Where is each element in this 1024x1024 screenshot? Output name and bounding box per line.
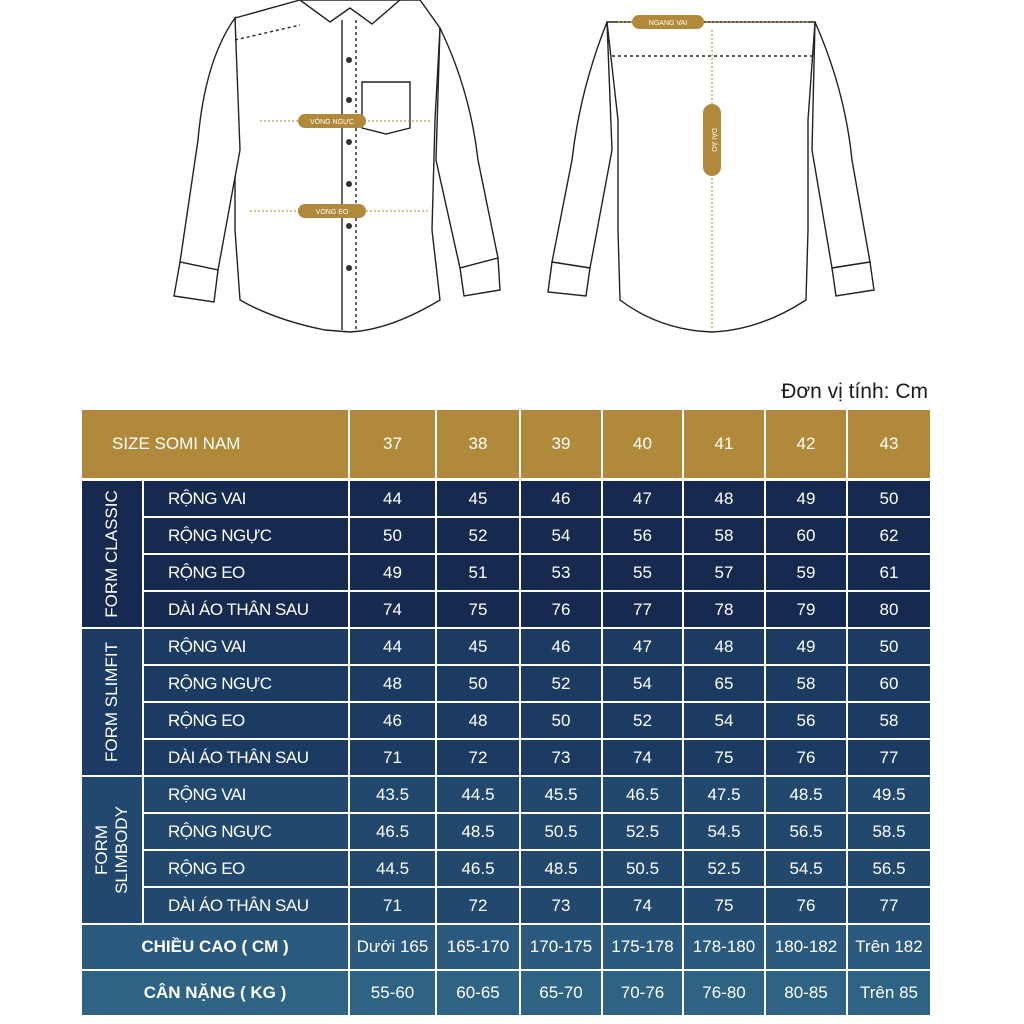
cell: 56.5 [766, 814, 848, 851]
weight-label: CÂN NẶNG ( KG ) [82, 971, 350, 1015]
height-row [82, 925, 930, 971]
cell: 50 [350, 518, 437, 555]
table-row [82, 888, 930, 925]
cell: 60-65 [437, 971, 521, 1015]
cell: 65 [684, 666, 766, 703]
cell: 56.5 [848, 851, 930, 888]
size-header: 38 [437, 410, 521, 481]
cell: 74 [603, 740, 684, 777]
cell: 52 [603, 703, 684, 740]
row-label: RỘNG EO [144, 703, 350, 740]
row-label: RỘNG VAI [144, 629, 350, 666]
cell: 76 [766, 888, 848, 925]
group-label: FORM SLIMFIT [102, 642, 121, 762]
cell: 47 [603, 481, 684, 518]
cell: 54 [521, 518, 603, 555]
cell: 65-70 [521, 971, 603, 1015]
cell: 51 [437, 555, 521, 592]
cell: 44.5 [350, 851, 437, 888]
cell: 49 [766, 481, 848, 518]
row-label: RỘNG NGỰC [144, 814, 350, 851]
cell: Trên 85 [848, 971, 930, 1015]
cell: 44 [350, 629, 437, 666]
size-header: 39 [521, 410, 603, 481]
height-label: CHIỀU CAO ( CM ) [82, 925, 350, 971]
cell: 80 [848, 592, 930, 629]
length-label: DÀI ÁO [710, 128, 717, 152]
cell: 61 [848, 555, 930, 592]
cell: 44.5 [437, 777, 521, 814]
table-row [82, 666, 930, 703]
group-label-line: SLIMBODY [112, 806, 131, 894]
table-row [82, 629, 930, 666]
cell: 48.5 [521, 851, 603, 888]
cell: 76 [766, 740, 848, 777]
size-chart-table [82, 410, 930, 1004]
row-label: RỘNG NGỰC [144, 666, 350, 703]
cell: 75 [684, 888, 766, 925]
cell: 56 [766, 703, 848, 740]
cell: 75 [437, 592, 521, 629]
chest-label: VÒNG NGỰC [309, 119, 355, 126]
cell: 170-175 [521, 925, 603, 971]
cell: 46 [350, 703, 437, 740]
cell: 54 [684, 703, 766, 740]
table-row [82, 592, 930, 629]
cell: 52 [437, 518, 521, 555]
cell: 46.5 [437, 851, 521, 888]
cell: 46.5 [350, 814, 437, 851]
cell: 59 [766, 555, 848, 592]
cell: 50 [848, 481, 930, 518]
cell: 50 [848, 629, 930, 666]
size-header: 42 [766, 410, 848, 481]
cell: 48.5 [437, 814, 521, 851]
cell: 71 [350, 740, 437, 777]
cell: 45 [437, 481, 521, 518]
cell: 45 [437, 629, 521, 666]
cell: 50.5 [521, 814, 603, 851]
size-header: 43 [848, 410, 930, 481]
cell: 52 [521, 666, 603, 703]
cell: 43.5 [350, 777, 437, 814]
cell: 60 [848, 666, 930, 703]
size-header: 40 [603, 410, 684, 481]
cell: 47.5 [684, 777, 766, 814]
cell: 55-60 [350, 971, 437, 1015]
cell: 49.5 [848, 777, 930, 814]
cell: 49 [766, 629, 848, 666]
cell: 58 [848, 703, 930, 740]
group-label-line: FORM [92, 824, 111, 876]
cell: 77 [848, 740, 930, 777]
cell: 80-85 [766, 971, 848, 1015]
cell: 46 [521, 481, 603, 518]
size-header: 37 [350, 410, 437, 481]
table-row [82, 777, 930, 814]
cell: 60 [766, 518, 848, 555]
cell: 76-80 [684, 971, 766, 1015]
cell: 57 [684, 555, 766, 592]
cell: Dưới 165 [350, 925, 437, 971]
cell: 54 [603, 666, 684, 703]
shirt-front-drawing [174, 0, 500, 332]
cell: 54.5 [684, 814, 766, 851]
shoulder-label: NGANG VAI [648, 20, 688, 27]
cell: 70-76 [603, 971, 684, 1015]
table-row [82, 703, 930, 740]
row-label: RỘNG EO [144, 851, 350, 888]
unit-note: Đơn vị tính: Cm [781, 380, 928, 403]
row-label: RỘNG NGỰC [144, 518, 350, 555]
weight-row [82, 971, 930, 1015]
cell: 46.5 [603, 777, 684, 814]
cell: 52.5 [684, 851, 766, 888]
waist-label: VÒNG EO [315, 209, 349, 216]
group-form-slimbody [82, 777, 144, 925]
cell: 52.5 [603, 814, 684, 851]
group-label: FORM CLASSIC [102, 490, 121, 618]
cell: 58 [766, 666, 848, 703]
group-form-slimfit [82, 629, 144, 777]
header-title: SIZE SOMI NAM [82, 410, 350, 481]
cell: Trên 182 [848, 925, 930, 971]
cell: 62 [848, 518, 930, 555]
table-row [82, 814, 930, 851]
cell: 44 [350, 481, 437, 518]
cell: 48 [437, 703, 521, 740]
cell: 50.5 [603, 851, 684, 888]
cell: 48 [684, 481, 766, 518]
cell: 49 [350, 555, 437, 592]
cell: 75 [684, 740, 766, 777]
cell: 72 [437, 740, 521, 777]
table-row [82, 851, 930, 888]
cell: 45.5 [521, 777, 603, 814]
cell: 74 [350, 592, 437, 629]
cell: 71 [350, 888, 437, 925]
cell: 46 [521, 629, 603, 666]
cell: 50 [521, 703, 603, 740]
cell: 180-182 [766, 925, 848, 971]
size-header: 41 [684, 410, 766, 481]
cell: 56 [603, 518, 684, 555]
table-row [82, 740, 930, 777]
cell: 76 [521, 592, 603, 629]
cell: 54.5 [766, 851, 848, 888]
cell: 77 [848, 888, 930, 925]
table-row [82, 518, 930, 555]
cell: 74 [603, 888, 684, 925]
cell: 73 [521, 888, 603, 925]
cell: 178-180 [684, 925, 766, 971]
cell: 53 [521, 555, 603, 592]
row-label: DÀI ÁO THÂN SAU [144, 592, 350, 629]
row-label: DÀI ÁO THÂN SAU [144, 740, 350, 777]
group-label [92, 806, 132, 894]
cell: 77 [603, 592, 684, 629]
shirt-measurement-illustration [0, 0, 1024, 380]
cell: 78 [684, 592, 766, 629]
cell: 48 [350, 666, 437, 703]
table-row [82, 555, 930, 592]
shirt-back-drawing [548, 22, 874, 332]
cell: 58.5 [848, 814, 930, 851]
cell: 175-178 [603, 925, 684, 971]
row-label: RỘNG VAI [144, 481, 350, 518]
cell: 47 [603, 629, 684, 666]
cell: 58 [684, 518, 766, 555]
cell: 73 [521, 740, 603, 777]
header-row [82, 410, 930, 481]
row-label: DÀI ÁO THÂN SAU [144, 888, 350, 925]
cell: 55 [603, 555, 684, 592]
table-row [82, 481, 930, 518]
group-form-classic [82, 481, 144, 629]
cell: 165-170 [437, 925, 521, 971]
cell: 79 [766, 592, 848, 629]
cell: 72 [437, 888, 521, 925]
row-label: RỘNG EO [144, 555, 350, 592]
cell: 48 [684, 629, 766, 666]
cell: 50 [437, 666, 521, 703]
row-label: RỘNG VAI [144, 777, 350, 814]
cell: 48.5 [766, 777, 848, 814]
